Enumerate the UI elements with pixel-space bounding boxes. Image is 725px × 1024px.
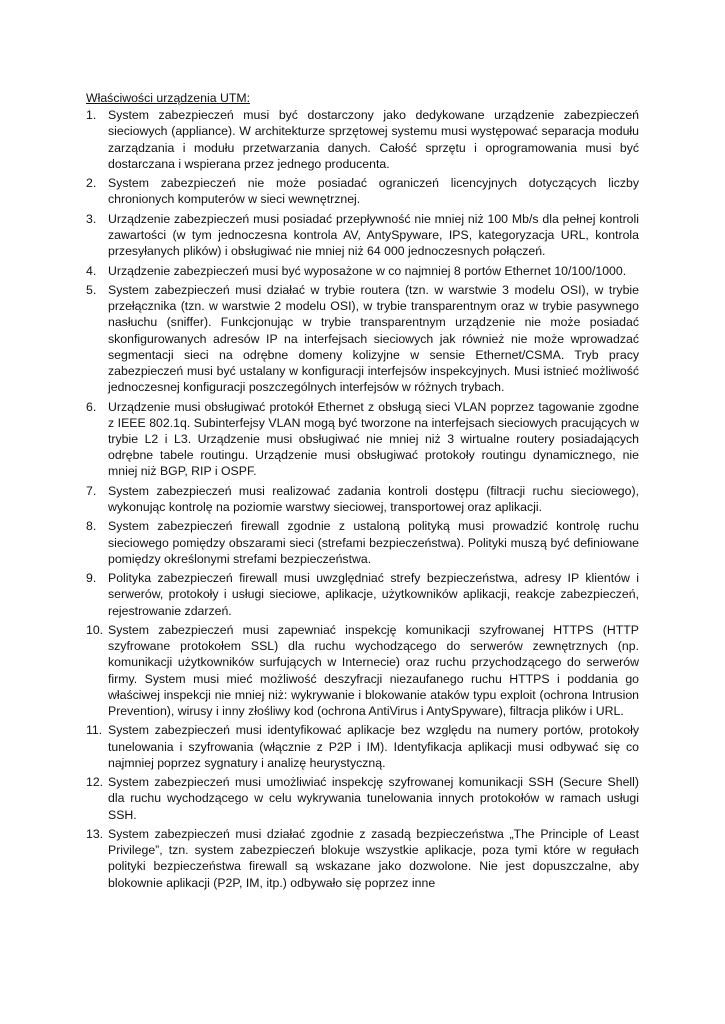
item-text: System zabezpieczeń musi zapewniać inspekcję komunikacji szyfrowanej HTTPS (HTTP szyfrowane protokołem SSL) dla ruchu wychodzącego do serwerów zewnętrznych (np. komunikacji użytkowników surfujących w Internecie) oraz ruchu przychodzącego do serwerów firmy. System musi mieć możliwość deszyfracji niezaufanego ruchu HTTPS i poddania go właściwej inspekcji nie mniej niż: wykrywanie i blokowanie ataków typu exploit (ochrona Intrusion Prevention), wirusy i inny złośliwy kod (ochrona AntiVirus i AntySpyware), filtracja plików i URL. (108, 622, 639, 718)
item-number: 12. (86, 775, 104, 790)
list-item (86, 774, 639, 823)
item-number: 13. (86, 826, 104, 841)
list-item (86, 263, 639, 279)
list-item (86, 518, 639, 567)
list-item (86, 722, 639, 771)
item-number: 6. (86, 399, 97, 414)
item-text: Polityka zabezpieczeń firewall musi uwzględniać strefy bezpieczeństwa, adresy IP klientów i serwerów, protokoły i usługi sieciowe, aplikacje, użytkowników aplikacji, reakcje zabezpieczeń, rejestrowanie zdarzeń. (108, 571, 639, 618)
item-text: System zabezpieczeń musi działać zgodnie z zasadą bezpieczeństwa „The Principle of Least Privilege”, tzn. system zabezpieczeń blokuje wszystkie aplikacje, poza tymi które w regułach polityki bezpieczeństwa firewall są wskazane jako dozwolone. Nie jest dopuszczalne, aby blokownie aplikacji (P2P, IM, itp.) odbywało się poprzez inne (108, 826, 639, 890)
item-number: 2. (86, 176, 97, 191)
item-text: Urządzenie zabezpieczeń musi posiadać przepływność nie mniej niż 100 Mb/s dla pełnej kontroli zawartości (w tym jednoczesna kontrola AV, AntySpyware, IPS, kategoryzacja URL, kontrola przesyłanych plików) i obsługiwać nie mniej niż 64 000 jednoczesnych połączeń. (108, 211, 639, 259)
item-text: System zabezpieczeń firewall zgodnie z ustaloną polityką musi prowadzić kontrolę ruchu sieciowego pomiędzy obszarami sieci (strefami bezpieczeństwa). Polityki muszą być definiowane pomiędzy określonymi strefami bezpieczeństwa. (108, 519, 639, 566)
list-item (86, 211, 639, 260)
item-number: 4. (86, 263, 97, 278)
item-text: Urządzenie zabezpieczeń musi być wyposażone w co najmniej 8 portów Ethernet 10/100/1000. (108, 263, 627, 278)
item-text: System zabezpieczeń musi być dostarczony jako dedykowane urządzenie zabezpieczeń sieciowych (appliance). W architekturze sprzętowej systemu musi występować separacja modułu zarządzania i modułu przetwarzania danych. Całość sprzętu i oprogramowania musi być dostarczana i wspierana przez jednego producenta. (108, 108, 639, 171)
list-item (86, 107, 639, 172)
item-number: 8. (86, 519, 97, 534)
item-text: System zabezpieczeń musi umożliwiać inspekcję szyfrowanej komunikacji SSH (Secure Shell) dla ruchu wychodzącego w celu wykrywania tunelowania innych protokołów w ramach usługi SSH. (108, 775, 639, 822)
document-page (86, 90, 639, 894)
list-item (86, 483, 639, 515)
item-number: 11. (86, 723, 103, 738)
item-number: 7. (86, 483, 97, 498)
item-number: 3. (86, 211, 97, 226)
list-item (86, 282, 639, 395)
item-number: 10. (86, 622, 104, 637)
item-text: System zabezpieczeń nie może posiadać ograniczeń licencyjnych dotyczących liczby chronionych komputerów w sieci wewnętrznej. (108, 176, 639, 207)
list-item (86, 399, 639, 480)
list-item (86, 175, 639, 207)
item-text: System zabezpieczeń musi działać w trybie routera (tzn. w warstwie 3 modelu OSI), w trybie przełącznika (tzn. w warstwie 2 modelu OSI), w trybie transparentnym oraz w trybie pasywnego nasłuchu (sniffer). Funkcjonując w trybie transparentnym urządzenie nie może posiadać skonfigurowanych adresów IP na interfejsach sieciowych jak również nie może wprowadzać segmentacji sieci na odrębne domeny kolizyjne w sensie Ethernet/CSMA. Tryb pracy zabezpieczeń musi być ustalany w konfiguracji interfejsów inspekcyjnych. Musi istnieć możliwość jednoczesnej konfiguracji poszczególnych interfejsów w różnych trybach. (108, 282, 639, 395)
requirements-list (86, 107, 639, 891)
section-heading: Właściwości urządzenia UTM: (86, 91, 250, 105)
item-text: System zabezpieczeń musi realizować zadania kontroli dostępu (filtracji ruchu sieciowego), wykonując kontrolę na poziomie warstwy sieciowej, transportowej oraz aplikacji. (108, 483, 639, 514)
item-text: System zabezpieczeń musi identyfikować aplikacje bez względu na numery portów, protokoły tunelowania i szyfrowania (włącznie z P2P i IM). Identyfikacja aplikacji musi odbywać się co najmniej poprzez sygnatury i analizę heurystyczną. (108, 723, 639, 770)
item-number: 9. (86, 571, 97, 586)
item-number: 1. (86, 108, 97, 123)
list-item (86, 622, 639, 719)
list-item (86, 570, 639, 619)
list-item (86, 826, 639, 891)
item-number: 5. (86, 282, 97, 297)
item-text: Urządzenie musi obsługiwać protokół Ethernet z obsługą sieci VLAN poprzez tagowanie zgodne z IEEE 802.1q. Subinterfejsy VLAN mogą być tworzone na interfejsach sieciowych pracujących w trybie L2 i L3. Urządzenie musi obsługiwać nie mniej niż 3 wirtualne routery posiadających odrębne tabele routingu. Urządzenie musi obsługiwać protokoły routingu dynamicznego, nie mniej niż BGP, RIP i OSPF. (108, 399, 639, 479)
